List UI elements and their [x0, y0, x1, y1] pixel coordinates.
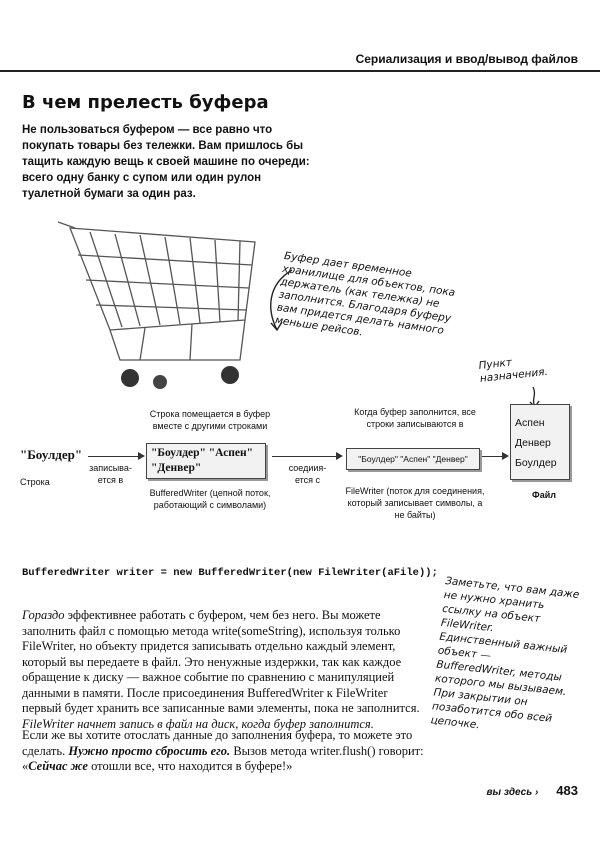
body-paragraph-1: Гораздо эффективнее работать с буфером, чем без него. Вы можете заполнить файл с помощью метода write(someString), используя только FileWriter, но объекту придется записывать отдельно каждый элемент, который вы передаете в файл. Это ненужные издержки, так как каждое обращение к диску — важное событие по сравнению с манипуляцией данными в памяти. После присоединения BufferedWriter к FileWriter первый будет хранить все записанные вами элементы, пока не заполнится. FileWriter начнет запись в файл на диск, когда буфер заполнится. — [22, 608, 420, 731]
body-paragraph-2: Если же вы хотите отослать данные до заполнения буфера, то можете это сделать. Нужно просто сбросить его. Вызов метода writer.flush() говорит: «Сейчас же отошли все, что находится в буфере!» — [22, 728, 424, 773]
arrow-head-icon — [502, 452, 509, 460]
buffer-caption-top: Строка помещается в буфер вместе с другими строками — [149, 409, 271, 431]
emphasis: FileWriter начнет запись в файл на диск, когда буфер заполнится. — [22, 716, 374, 731]
writes-to-label: записыва- ется в — [89, 463, 132, 485]
file-writer-box: "Боулдер" "Аспен" "Денвер" — [346, 448, 480, 470]
buffer-item: "Боулдер" — [151, 447, 206, 459]
page-footer — [486, 783, 578, 798]
emphasis: Гораздо — [22, 608, 65, 622]
filewriter-caption-bottom: FileWriter (поток для соединения, который записывает символы, а не байты) — [345, 486, 485, 520]
buffer-item: "Аспен" — [208, 447, 254, 459]
arrow-line — [272, 456, 338, 457]
file-label: Файл — [532, 490, 556, 500]
file-item: Денвер — [515, 437, 551, 449]
curved-arrow-icon — [262, 265, 302, 335]
buffered-writer-box — [146, 443, 266, 479]
arrow-head-icon — [138, 452, 145, 460]
arrow-line — [88, 456, 140, 457]
page-number: 483 — [556, 783, 578, 798]
side-note: Заметьте, что вам даже не нужно хранить ссылку на объект FileWriter. Единственный важный объект — BufferedWriter, методы которого мы вызываем. При закрытии он позаботится обо всей цепочке. — [430, 574, 580, 732]
buffer-annotation: Буфер дает временное хранилище для объектов, пока держатель (как тележка) не заполнится. Благодаря буферу вам придется делать намного меньше рейсов. — [274, 250, 456, 339]
destination-annotation: Пункт назначения. — [478, 356, 549, 385]
footer-label: вы здесь › — [486, 787, 539, 798]
file-item: Аспен — [515, 417, 545, 429]
running-header: Сериализация и ввод/вывод файлов — [355, 52, 578, 66]
buffer-caption-bottom: BufferedWriter (цепной поток, работающий с символами) — [149, 488, 271, 510]
header-rule — [0, 70, 600, 72]
shopping-cart-illustration — [40, 210, 270, 395]
arrow-head-icon — [336, 452, 343, 460]
source-label: Строка — [20, 477, 50, 487]
filewriter-caption-top: Когда буфер заполнится, все строки записываются в — [354, 407, 476, 429]
file-item: Боулдер — [515, 457, 557, 469]
section-title: В чем прелесть буфера — [22, 92, 269, 113]
buffer-item: "Денвер" — [151, 462, 202, 474]
code-line: BufferedWriter writer = new BufferedWriter(new FileWriter(aFile)); — [22, 567, 438, 579]
chains-with-label: соедиия- ется с — [288, 463, 327, 485]
source-string: "Боулдер" — [20, 447, 83, 462]
file-box — [510, 404, 570, 480]
arrow-line — [482, 456, 504, 457]
intro-text: Не пользоваться буфером — все равно что покупать товары без тележки. Вам пришлось бы тащить каждую вещь к своей машине по очереди: всего одну банку с супом или один рулон туалетной бумаги за один раз. — [22, 124, 310, 200]
